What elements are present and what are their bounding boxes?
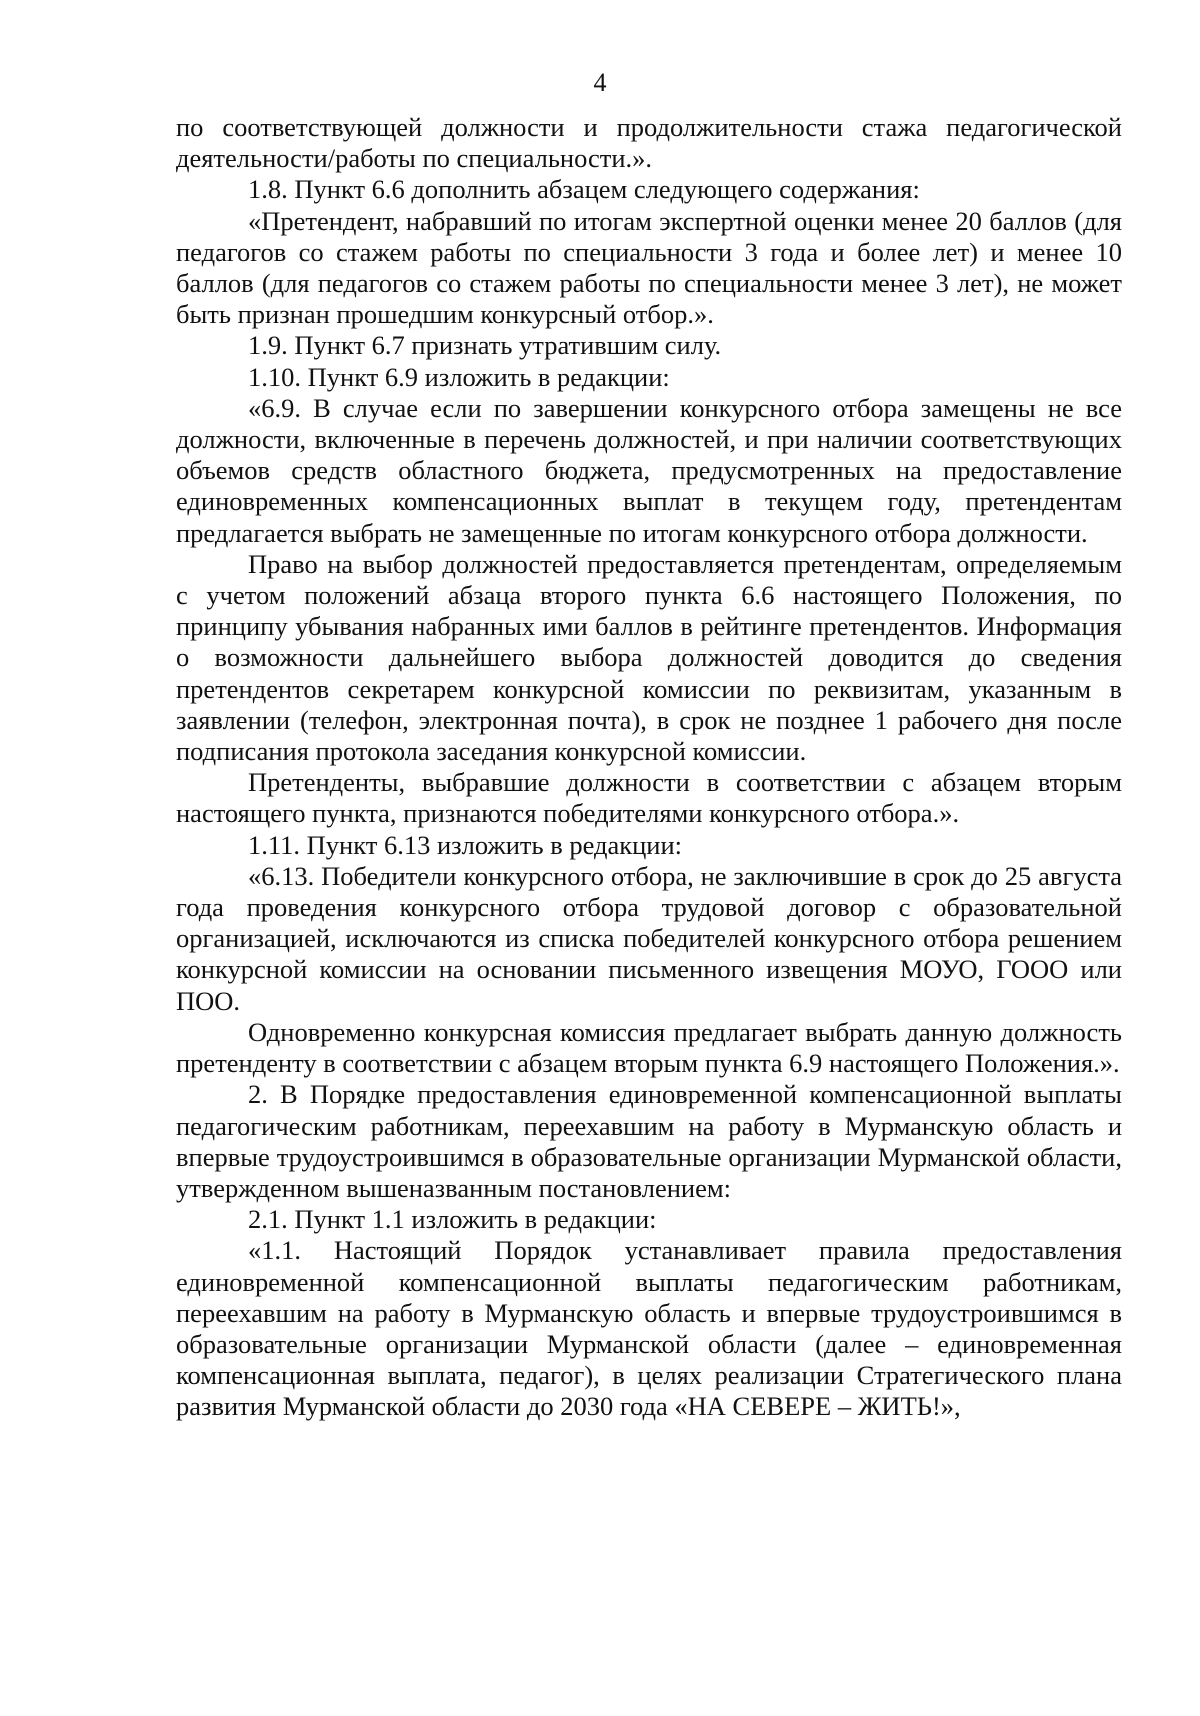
paragraph: Претенденты, выбравшие должности в соответствии с абзацем вторым настоящего пункта, признаются победителями конкурсного отбора.».	[176, 767, 1122, 829]
paragraph: Одновременно конкурсная комиссия предлагает выбрать данную должность претенденту в соответствии с абзацем вторым пункта 6.9 настоящего Положения.».	[176, 1016, 1122, 1079]
paragraph: 2.1. Пункт 1.1 изложить в редакции:	[248, 1204, 657, 1235]
paragraph: 1.8. Пункт 6.6 дополнить абзацем следующего содержания:	[248, 174, 920, 205]
paragraph: 1.10. Пункт 6.9 изложить в редакции:	[248, 361, 670, 392]
paragraph: по соответствующей должности и продолжительности стажа педагогической деятельности/работы по специальности.».	[176, 112, 1122, 174]
paragraph: «Претендент, набравший по итогам экспертной оценки менее 20 баллов (для педагогов со стажем работы по специальности 3 года и более лет) и менее 10 баллов (для педагогов со стажем работы по специальности менее 3 лет), не может быть признан прошедшим конкурсный отбор.».	[176, 205, 1122, 330]
paragraph: 1.11. Пункт 6.13 изложить в редакции:	[248, 829, 683, 860]
paragraph: «6.13. Победители конкурсного отбора, не заключившие в срок до 25 августа года проведения конкурсного отбора трудовой договор с образовательной организацией, исключаются из списка победителей конкурсного отбора решением конкурсной комиссии на основании письменного извещения МОУО, ГООО или ПОО.	[176, 860, 1122, 1016]
paragraph: «1.1. Настоящий Порядок устанавливает правила предоставления единовременной компенсационной выплаты педагогическим работникам, переехавшим на работу в Мурманскую область и впервые трудоустроившимся в образовательные организации Мурманской области (далее – единовременная компенсационная выплата, педагог), в целях реализации Стратегического плана развития Мурманской области до 2030 года «НА СЕВЕРЕ – ЖИТЬ!»,	[176, 1235, 1122, 1422]
paragraph: Право на выбор должностей предоставляется претендентам, определяемым с учетом положений абзаца второго пункта 6.6 настоящего Положения, по принципу убывания набранных ими баллов в рейтинге претендентов. Информация о возможности дальнейшего выбора должностей доводится до сведения претендентов секретарем конкурсной комиссии по реквизитам, указанным в заявлении (телефон, электронная почта), в срок не позднее 1 рабочего дня после подписания протокола заседания конкурсной комиссии.	[176, 548, 1122, 767]
paragraph: «6.9. В случае если по завершении конкурсного отбора замещены не все должности, включенные в перечень должностей, и при наличии соответствующих объемов средств областного бюджета, предусмотренных на предоставление единовременных компенсационных выплат в текущем году, претендентам предлагается выбрать не замещенные по итогам конкурсного отбора должности.	[176, 392, 1122, 548]
paragraph: 2. В Порядке предоставления единовременной компенсационной выплаты педагогическим работникам, переехавшим на работу в Мурманскую область и впервые трудоустроившимся в образовательные организации Мурманской области, утвержденном вышеназванным постановлением:	[176, 1079, 1122, 1203]
document-body	[176, 112, 1122, 1423]
paragraph: 1.9. Пункт 6.7 признать утратившим силу.	[248, 330, 722, 361]
page-number: 4	[593, 68, 607, 97]
